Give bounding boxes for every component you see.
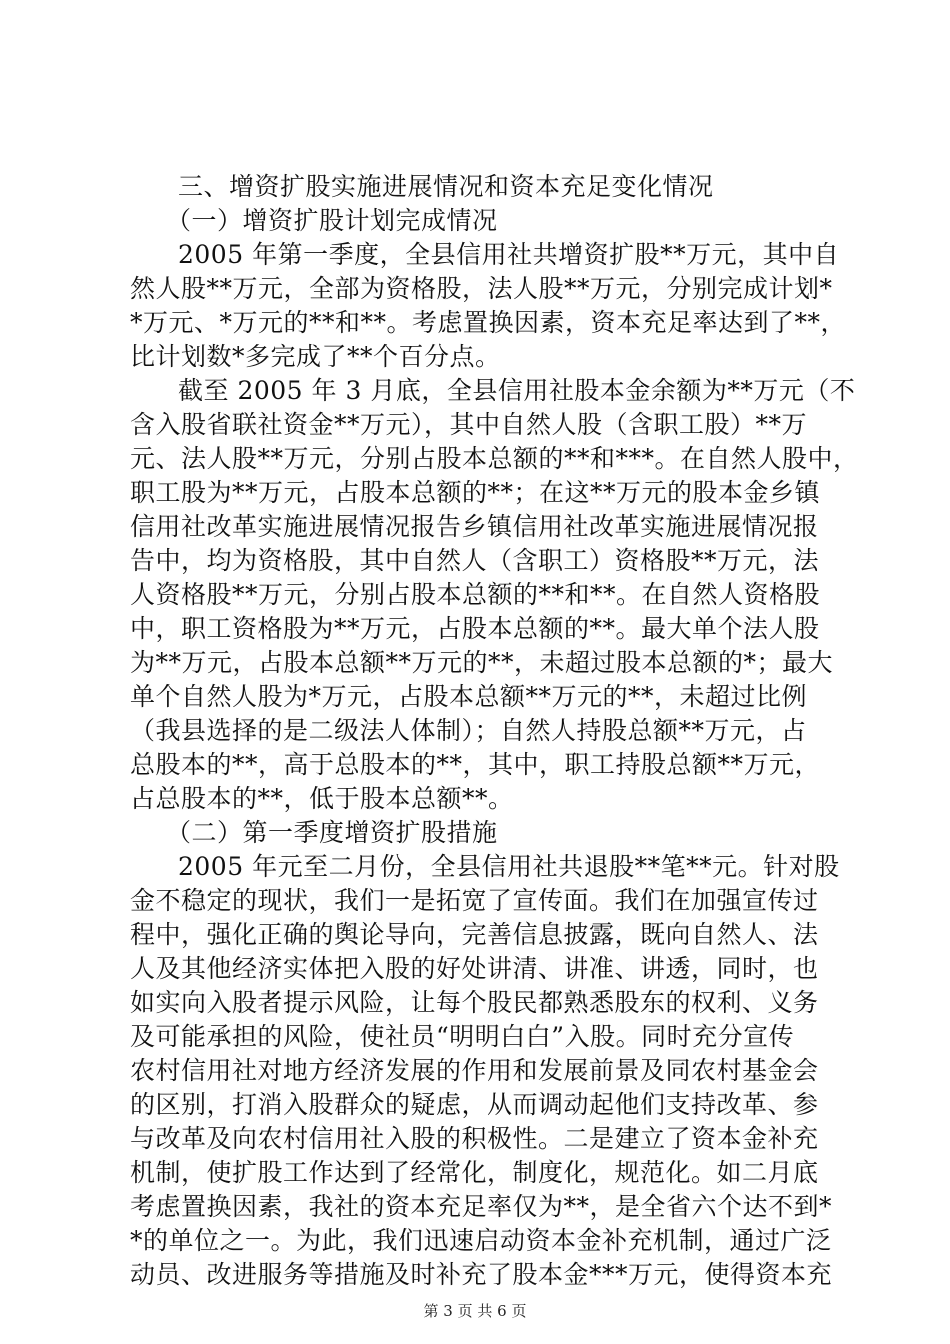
page-footer: 第 3 页 共 6 页 <box>423 1302 527 1320</box>
paragraph-2 <box>130 374 859 816</box>
paragraph-1 <box>130 238 847 374</box>
paragraph-line: 动员、改进服务等措施及时补充了股本金***万元，使得资本充 <box>130 1260 833 1289</box>
paragraph-line: *的单位之一。为此，我们迅速启动资本金补充机制，通过广泛 <box>130 1226 832 1255</box>
paragraph-line: 人及其他经济实体把入股的好处讲清、讲准、讲透，同时，也 <box>130 954 819 983</box>
paragraph-line: 金不稳定的现状，我们一是拓宽了宣传面。我们在加强宣传过 <box>130 886 819 915</box>
paragraph-line: 程中，强化正确的舆论导向，完善信息披露，既向自然人、法 <box>130 920 819 949</box>
paragraph-line: 如实向入股者提示风险，让每个股民都熟悉股东的权利、义务 <box>130 988 819 1017</box>
paragraph-line: 占总股本的**，低于股本总额**。 <box>130 784 514 813</box>
paragraph-line: 然人股**万元，全部为资格股，法人股**万元，分别完成计划* <box>130 274 833 303</box>
paragraph-line: 2005 年第一季度，全县信用社共增资扩股**万元，其中自 <box>178 240 840 269</box>
section-title: 三、增资扩股实施进展情况和资本充足变化情况 <box>178 172 714 201</box>
subsection-title-1: （一）增资扩股计划完成情况 <box>166 206 498 235</box>
paragraph-line: 告中，均为资格股，其中自然人（含职工）资格股**万元，法 <box>130 546 820 575</box>
paragraph-line: 及可能承担的风险，使社员“明明白白”入股。同时充分宣传 <box>130 1022 795 1051</box>
paragraph-line: 机制，使扩股工作达到了经常化，制度化，规范化。如二月底 <box>130 1158 819 1187</box>
paragraph-line: 比计划数*多完成了**个百分点。 <box>130 342 501 371</box>
paragraph-line: 的区别，打消入股群众的疑虑，从而调动起他们支持改革、参 <box>130 1090 819 1119</box>
paragraph-line: 农村信用社对地方经济发展的作用和发展前景及同农村基金会 <box>130 1056 819 1085</box>
subsection-title-2: （二）第一季度增资扩股措施 <box>166 818 498 847</box>
paragraph-line: 与改革及向农村信用社入股的积极性。二是建立了资本金补充 <box>130 1124 819 1153</box>
paragraph-line: 职工股为**万元，占股本总额的**；在这**万元的股本金乡镇 <box>130 478 821 507</box>
document-body <box>130 170 859 1292</box>
paragraph-line: 考虑置换因素，我社的资本充足率仅为**，是全省六个达不到* <box>130 1192 833 1221</box>
paragraph-line: 中，职工资格股为**万元，占股本总额的**。最大单个法人股 <box>130 614 820 643</box>
paragraph-line: 2005 年元至二月份，全县信用社共退股**笔**元。针对股 <box>178 852 840 881</box>
paragraph-line: 人资格股**万元，分别占股本总额的**和**。在自然人资格股 <box>130 580 821 609</box>
paragraph-line: 信用社改革实施进展情况报告乡镇信用社改革实施进展情况报 <box>130 512 819 541</box>
paragraph-line: 总股本的**，高于总股本的**，其中，职工持股总额**万元， <box>130 750 821 779</box>
paragraph-line: 含入股省联社资金**万元），其中自然人股（含职工股）**万 <box>130 410 808 439</box>
paragraph-3 <box>130 850 840 1292</box>
paragraph-line: *万元、*万元的**和**。考虑置换因素，资本充足率达到了**， <box>130 308 847 337</box>
paragraph-line: 元、法人股**万元，分别占股本总额的**和***。在自然人股中， <box>130 444 859 473</box>
paragraph-line: 截至 2005 年 3 月底，全县信用社股本金余额为**万元（不 <box>178 376 856 405</box>
paragraph-line: 单个自然人股为*万元，占股本总额**万元的**，未超过比例 <box>130 682 808 711</box>
paragraph-line: 为**万元，占股本总额**万元的**，未超过股本总额的*；最大 <box>130 648 834 677</box>
paragraph-line: （我县选择的是二级法人体制）；自然人持股总额**万元，占 <box>130 716 807 745</box>
